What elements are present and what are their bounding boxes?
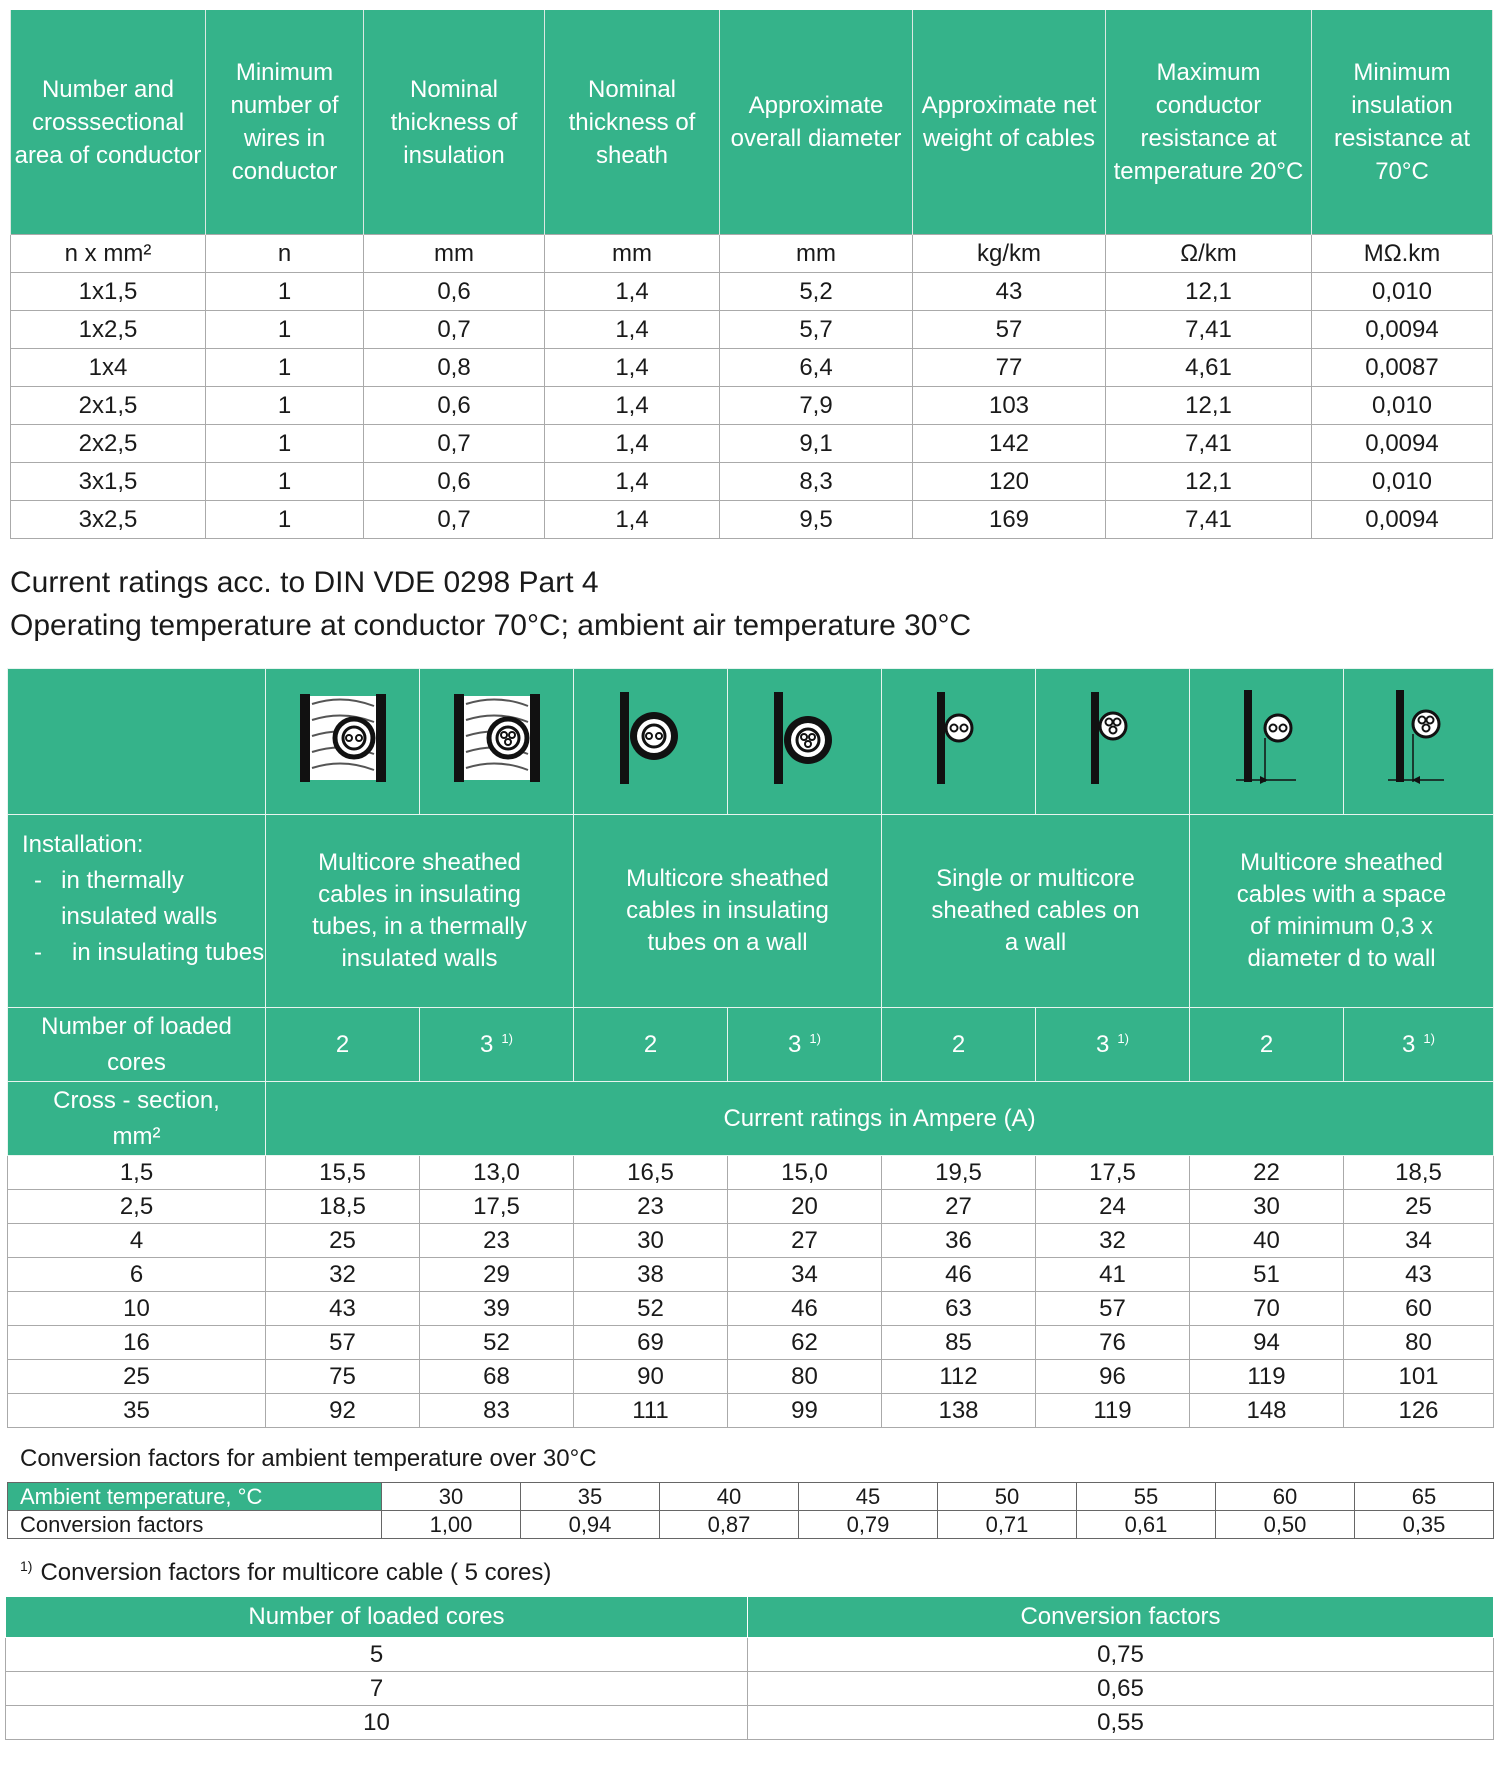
table-row bbox=[11, 273, 1493, 311]
current-rating-cell: 30 bbox=[1190, 1190, 1344, 1224]
current-rating-cell: 41 bbox=[1036, 1258, 1190, 1292]
icon-cell bbox=[1190, 669, 1344, 815]
table-cell: 5,7 bbox=[720, 311, 913, 349]
current-rating-cell: 80 bbox=[728, 1360, 882, 1394]
current-rating-cell: 32 bbox=[266, 1258, 420, 1292]
current-rating-cell: 69 bbox=[574, 1326, 728, 1360]
table-cell: 2x1,5 bbox=[11, 387, 206, 425]
table-cell: 1x2,5 bbox=[11, 311, 206, 349]
current-ratings-label: Current ratings in Ampere (A) bbox=[266, 1082, 1494, 1156]
tube-on-wall-two-core-icon bbox=[616, 688, 686, 788]
current-rating-cell: 51 bbox=[1190, 1258, 1344, 1292]
temperature-cell: 45 bbox=[799, 1483, 938, 1511]
table-cell: 6,4 bbox=[720, 349, 913, 387]
current-rating-cell: 96 bbox=[1036, 1360, 1190, 1394]
table-cell: 169 bbox=[913, 501, 1106, 539]
spec-header: Nominal thickness of insulation bbox=[364, 10, 545, 235]
table-cell: 0,0094 bbox=[1312, 425, 1493, 463]
installation-description-row bbox=[8, 815, 1494, 1008]
unit-cell: mm bbox=[545, 235, 720, 273]
cross-section-cell: 10 bbox=[8, 1292, 266, 1326]
loaded-cores-cell bbox=[728, 1008, 882, 1082]
loaded-cores-cell bbox=[420, 1008, 574, 1082]
current-rating-rows bbox=[8, 1156, 1494, 1428]
table-cell: 0,7 bbox=[364, 501, 545, 539]
current-rating-cell: 119 bbox=[1190, 1360, 1344, 1394]
footnote-mark: 1) bbox=[1117, 1030, 1129, 1046]
icon-cell bbox=[574, 669, 728, 815]
loaded-cores-value: 2 bbox=[335, 1030, 350, 1058]
empty-corner-cell bbox=[8, 669, 266, 815]
current-rating-cell: 34 bbox=[728, 1258, 882, 1292]
current-rating-cell: 38 bbox=[574, 1258, 728, 1292]
current-rating-cell: 36 bbox=[882, 1224, 1036, 1258]
footnote-mark: 1) bbox=[20, 1558, 33, 1574]
current-rating-cell: 148 bbox=[1190, 1394, 1344, 1428]
conversion-factor-row bbox=[8, 1511, 1494, 1539]
table-row bbox=[8, 1156, 1494, 1190]
current-rating-cell: 43 bbox=[1344, 1258, 1494, 1292]
loaded-cores-row bbox=[8, 1008, 1494, 1082]
cross-section-cell: 2,5 bbox=[8, 1190, 266, 1224]
icon-cell bbox=[266, 669, 420, 815]
group-description: Multicore sheathed cables with a space of minimum 0,3 x diameter d to wall bbox=[1190, 815, 1494, 1008]
unit-cell: kg/km bbox=[913, 235, 1106, 273]
loaded-cores-cell bbox=[266, 1008, 420, 1082]
table-cell: 9,1 bbox=[720, 425, 913, 463]
spec-units-row bbox=[11, 235, 1493, 273]
conversion-factor-label: Conversion factors bbox=[8, 1511, 382, 1539]
insulated-wall-two-core-icon bbox=[298, 690, 388, 786]
cross-section-cell: 6 bbox=[8, 1258, 266, 1292]
loaded-cores-value: 3 bbox=[1096, 1030, 1110, 1058]
cable-spaced-from-wall-two-core-icon bbox=[1232, 686, 1302, 790]
current-rating-cell: 27 bbox=[882, 1190, 1036, 1224]
installation-item-text: in insulating tubes bbox=[72, 939, 265, 966]
current-rating-cell: 94 bbox=[1190, 1326, 1344, 1360]
current-rating-cell: 23 bbox=[574, 1190, 728, 1224]
table-cell: 1 bbox=[206, 501, 364, 539]
table-cell: 1,4 bbox=[545, 501, 720, 539]
current-rating-cell: 92 bbox=[266, 1394, 420, 1428]
unit-cell: n x mm² bbox=[11, 235, 206, 273]
table-cell: 0,7 bbox=[364, 425, 545, 463]
current-rating-cell: 76 bbox=[1036, 1326, 1190, 1360]
current-rating-cell: 57 bbox=[266, 1326, 420, 1360]
table-cell: 1 bbox=[206, 463, 364, 501]
unit-cell: n bbox=[206, 235, 364, 273]
multicore-conversion-title-text: Conversion factors for multicore cable ( 5 cores) bbox=[40, 1559, 552, 1586]
loaded-cores-cell: 7 bbox=[6, 1672, 748, 1706]
loaded-cores-cell bbox=[882, 1008, 1036, 1082]
icon-cell bbox=[728, 669, 882, 815]
cross-section-header-row bbox=[8, 1082, 1494, 1156]
icon-cell bbox=[1036, 669, 1190, 815]
spec-header: Nominal thickness of sheath bbox=[545, 10, 720, 235]
table-cell: 0,0094 bbox=[1312, 501, 1493, 539]
table-cell: 1 bbox=[206, 425, 364, 463]
current-rating-cell: 30 bbox=[574, 1224, 728, 1258]
footnote-mark: 1) bbox=[501, 1030, 513, 1046]
installation-label-cell bbox=[8, 815, 266, 1008]
temperature-cell: 40 bbox=[660, 1483, 799, 1511]
current-rating-cell: 99 bbox=[728, 1394, 882, 1428]
current-rating-cell: 119 bbox=[1036, 1394, 1190, 1428]
table-cell: 0,0094 bbox=[1312, 311, 1493, 349]
table-cell: 1 bbox=[206, 387, 364, 425]
table-row bbox=[11, 387, 1493, 425]
current-rating-cell: 34 bbox=[1344, 1224, 1494, 1258]
table-cell: 1,4 bbox=[545, 311, 720, 349]
factor-cell: 0,61 bbox=[1077, 1511, 1216, 1539]
current-rating-cell: 112 bbox=[882, 1360, 1036, 1394]
table-cell: 1x1,5 bbox=[11, 273, 206, 311]
factor-cell: 0,87 bbox=[660, 1511, 799, 1539]
current-rating-cell: 25 bbox=[1344, 1190, 1494, 1224]
spec-header: Approximate net weight of cables bbox=[913, 10, 1106, 235]
table-row bbox=[11, 463, 1493, 501]
current-rating-cell: 23 bbox=[420, 1224, 574, 1258]
multicore-conversion-header-row bbox=[6, 1597, 1494, 1638]
table-cell: 7,9 bbox=[720, 387, 913, 425]
table-cell: 2x2,5 bbox=[11, 425, 206, 463]
table-cell: 0,8 bbox=[364, 349, 545, 387]
table-cell: 43 bbox=[913, 273, 1106, 311]
table-cell: 0,6 bbox=[364, 387, 545, 425]
factor-cell: 0,50 bbox=[1216, 1511, 1355, 1539]
factor-cell: 0,79 bbox=[799, 1511, 938, 1539]
table-row bbox=[6, 1672, 1494, 1706]
current-rating-cell: 43 bbox=[266, 1292, 420, 1326]
temperature-conversion-table bbox=[7, 1482, 1494, 1539]
current-rating-cell: 19,5 bbox=[882, 1156, 1036, 1190]
multicore-header: Conversion factors bbox=[748, 1597, 1494, 1638]
loaded-cores-value: 2 bbox=[643, 1030, 658, 1058]
temperature-cell: 65 bbox=[1355, 1483, 1494, 1511]
multicore-conversion-table bbox=[5, 1596, 1494, 1740]
loaded-cores-cell bbox=[1190, 1008, 1344, 1082]
current-rating-cell: 29 bbox=[420, 1258, 574, 1292]
insulated-wall-three-core-icon bbox=[452, 690, 542, 786]
loaded-cores-value: 3 bbox=[788, 1030, 802, 1058]
table-row bbox=[8, 1394, 1494, 1428]
current-rating-cell: 13,0 bbox=[420, 1156, 574, 1190]
current-rating-cell: 90 bbox=[574, 1360, 728, 1394]
current-rating-cell: 126 bbox=[1344, 1394, 1494, 1428]
loaded-cores-value: 3 bbox=[1402, 1030, 1416, 1058]
loaded-cores-cell bbox=[1344, 1008, 1494, 1082]
installation-icons-row bbox=[8, 669, 1494, 815]
table-cell: 1,4 bbox=[545, 425, 720, 463]
loaded-cores-cell: 10 bbox=[6, 1706, 748, 1740]
factor-cell: 0,75 bbox=[748, 1638, 1494, 1672]
table-cell: 142 bbox=[913, 425, 1106, 463]
installation-item bbox=[22, 863, 265, 935]
table-cell: 1 bbox=[206, 273, 364, 311]
unit-cell: mm bbox=[720, 235, 913, 273]
table-cell: 9,5 bbox=[720, 501, 913, 539]
loaded-cores-cell bbox=[574, 1008, 728, 1082]
table-cell: 77 bbox=[913, 349, 1106, 387]
table-cell: 5,2 bbox=[720, 273, 913, 311]
current-rating-cell: 39 bbox=[420, 1292, 574, 1326]
table-cell: 3x2,5 bbox=[11, 501, 206, 539]
table-cell: 0,0087 bbox=[1312, 349, 1493, 387]
table-cell: 103 bbox=[913, 387, 1106, 425]
cable-on-wall-two-core-icon bbox=[929, 688, 989, 788]
current-rating-cell: 46 bbox=[882, 1258, 1036, 1292]
table-cell: 12,1 bbox=[1106, 463, 1312, 501]
table-row bbox=[11, 425, 1493, 463]
table-row bbox=[6, 1706, 1494, 1740]
table-cell: 1x4 bbox=[11, 349, 206, 387]
temperature-cell: 30 bbox=[382, 1483, 521, 1511]
current-rating-cell: 70 bbox=[1190, 1292, 1344, 1326]
table-cell: 7,41 bbox=[1106, 501, 1312, 539]
ambient-temperature-row bbox=[8, 1483, 1494, 1511]
current-rating-cell: 57 bbox=[1036, 1292, 1190, 1326]
factor-cell: 0,65 bbox=[748, 1672, 1494, 1706]
current-rating-cell: 24 bbox=[1036, 1190, 1190, 1224]
table-row bbox=[8, 1326, 1494, 1360]
table-cell: 3x1,5 bbox=[11, 463, 206, 501]
table-cell: 4,61 bbox=[1106, 349, 1312, 387]
current-rating-cell: 17,5 bbox=[1036, 1156, 1190, 1190]
table-cell: 8,3 bbox=[720, 463, 913, 501]
current-rating-cell: 52 bbox=[420, 1326, 574, 1360]
group-description: Multicore sheathed cables in insulating tubes on a wall bbox=[574, 815, 882, 1008]
current-rating-cell: 22 bbox=[1190, 1156, 1344, 1190]
table-row bbox=[8, 1292, 1494, 1326]
table-cell: 1 bbox=[206, 311, 364, 349]
operating-temperature-heading: Operating temperature at conductor 70°C; ambient air temperature 30°C bbox=[10, 609, 972, 642]
current-rating-cell: 60 bbox=[1344, 1292, 1494, 1326]
current-rating-cell: 85 bbox=[882, 1326, 1036, 1360]
table-cell: 1,4 bbox=[545, 349, 720, 387]
current-rating-cell: 138 bbox=[882, 1394, 1036, 1428]
table-cell: 120 bbox=[913, 463, 1106, 501]
current-rating-cell: 27 bbox=[728, 1224, 882, 1258]
table-cell: 57 bbox=[913, 311, 1106, 349]
ambient-temperature-label: Ambient temperature, °C bbox=[8, 1483, 382, 1511]
table-cell: 1,4 bbox=[545, 463, 720, 501]
loaded-cores-value: 2 bbox=[951, 1030, 966, 1058]
cross-section-cell: 4 bbox=[8, 1224, 266, 1258]
temperature-cell: 60 bbox=[1216, 1483, 1355, 1511]
current-rating-cell: 18,5 bbox=[1344, 1156, 1494, 1190]
unit-cell: MΩ.km bbox=[1312, 235, 1493, 273]
table-row bbox=[11, 349, 1493, 387]
current-rating-cell: 16,5 bbox=[574, 1156, 728, 1190]
cross-section-cell: 1,5 bbox=[8, 1156, 266, 1190]
table-cell: 7,41 bbox=[1106, 425, 1312, 463]
installation-item bbox=[22, 935, 265, 971]
table-cell: 1,4 bbox=[545, 273, 720, 311]
factor-cell: 0,71 bbox=[938, 1511, 1077, 1539]
spec-header: Approximate overall diameter bbox=[720, 10, 913, 235]
table-cell: 7,41 bbox=[1106, 311, 1312, 349]
table-cell: 1 bbox=[206, 349, 364, 387]
table-row bbox=[11, 501, 1493, 539]
cable-specification-table bbox=[10, 10, 1493, 539]
multicore-conversion-rows bbox=[6, 1638, 1494, 1740]
current-rating-cell: 17,5 bbox=[420, 1190, 574, 1224]
dash-bullet: - bbox=[34, 939, 42, 966]
current-rating-cell: 83 bbox=[420, 1394, 574, 1428]
table-row bbox=[11, 311, 1493, 349]
conversion-temperature-title: Conversion factors for ambient temperature over 30°C bbox=[20, 1445, 597, 1472]
factor-cell: 0,94 bbox=[521, 1511, 660, 1539]
current-ratings-heading: Current ratings acc. to DIN VDE 0298 Part 4 bbox=[10, 566, 599, 599]
multicore-header: Number of loaded cores bbox=[6, 1597, 748, 1638]
multicore-conversion-title bbox=[20, 1558, 551, 1587]
icon-cell bbox=[420, 669, 574, 815]
loaded-cores-cell: 5 bbox=[6, 1638, 748, 1672]
temperature-cell: 35 bbox=[521, 1483, 660, 1511]
current-rating-cell: 32 bbox=[1036, 1224, 1190, 1258]
table-cell: 12,1 bbox=[1106, 273, 1312, 311]
temperature-cell: 50 bbox=[938, 1483, 1077, 1511]
spec-header-row bbox=[11, 10, 1493, 235]
cable-spaced-from-wall-three-core-icon bbox=[1384, 686, 1454, 790]
table-cell: 0,6 bbox=[364, 463, 545, 501]
current-rating-cell: 75 bbox=[266, 1360, 420, 1394]
current-rating-cell: 25 bbox=[266, 1224, 420, 1258]
footnote-mark: 1) bbox=[809, 1030, 821, 1046]
loaded-cores-value: 2 bbox=[1259, 1030, 1274, 1058]
spec-rows bbox=[11, 273, 1493, 539]
factor-cell: 1,00 bbox=[382, 1511, 521, 1539]
factor-cell: 0,35 bbox=[1355, 1511, 1494, 1539]
loaded-cores-cell bbox=[1036, 1008, 1190, 1082]
cross-section-cell: 25 bbox=[8, 1360, 266, 1394]
current-rating-cell: 68 bbox=[420, 1360, 574, 1394]
current-rating-cell: 62 bbox=[728, 1326, 882, 1360]
icon-cell bbox=[1344, 669, 1494, 815]
current-rating-cell: 46 bbox=[728, 1292, 882, 1326]
group-description: Multicore sheathed cables in insulating tubes, in a thermally insulated walls bbox=[266, 815, 574, 1008]
cross-section-cell: 35 bbox=[8, 1394, 266, 1428]
loaded-cores-value: 3 bbox=[480, 1030, 494, 1058]
spec-header: Minimum number of wires in conductor bbox=[206, 10, 364, 235]
loaded-cores-label: Number of loaded cores bbox=[8, 1008, 266, 1082]
factor-cell: 0,55 bbox=[748, 1706, 1494, 1740]
icon-cell bbox=[882, 669, 1036, 815]
current-rating-cell: 80 bbox=[1344, 1326, 1494, 1360]
current-rating-cell: 101 bbox=[1344, 1360, 1494, 1394]
table-row bbox=[8, 1360, 1494, 1394]
installation-title: Installation: bbox=[22, 831, 144, 858]
cable-on-wall-three-core-icon bbox=[1083, 688, 1143, 788]
temperature-cell: 55 bbox=[1077, 1483, 1216, 1511]
table-cell: 12,1 bbox=[1106, 387, 1312, 425]
group-description: Single or multicore sheathed cables on a wall bbox=[882, 815, 1190, 1008]
cross-section-label: Cross - section, mm² bbox=[8, 1082, 266, 1156]
unit-cell: Ω/km bbox=[1106, 235, 1312, 273]
spec-header: Maximum conductor resistance at temperature 20°C bbox=[1106, 10, 1312, 235]
current-rating-cell: 111 bbox=[574, 1394, 728, 1428]
current-rating-cell: 40 bbox=[1190, 1224, 1344, 1258]
table-cell: 0,010 bbox=[1312, 273, 1493, 311]
current-ratings-table bbox=[7, 668, 1494, 1428]
footnote-mark: 1) bbox=[1423, 1030, 1435, 1046]
table-row bbox=[8, 1224, 1494, 1258]
current-rating-cell: 63 bbox=[882, 1292, 1036, 1326]
current-rating-cell: 15,0 bbox=[728, 1156, 882, 1190]
dash-bullet: - bbox=[34, 867, 42, 894]
table-cell: 0,7 bbox=[364, 311, 545, 349]
current-rating-cell: 15,5 bbox=[266, 1156, 420, 1190]
table-row bbox=[6, 1638, 1494, 1672]
current-rating-cell: 52 bbox=[574, 1292, 728, 1326]
cross-section-cell: 16 bbox=[8, 1326, 266, 1360]
tube-on-wall-three-core-icon bbox=[770, 688, 840, 788]
table-cell: 0,6 bbox=[364, 273, 545, 311]
installation-item-text: in thermally insulated walls bbox=[61, 867, 218, 930]
spec-header: Minimum insulation resistance at 70°C bbox=[1312, 10, 1493, 235]
table-row bbox=[8, 1190, 1494, 1224]
spec-header: Number and crosssectional area of conductor bbox=[11, 10, 206, 235]
table-row bbox=[8, 1258, 1494, 1292]
unit-cell: mm bbox=[364, 235, 545, 273]
table-cell: 0,010 bbox=[1312, 463, 1493, 501]
table-cell: 1,4 bbox=[545, 387, 720, 425]
table-cell: 0,010 bbox=[1312, 387, 1493, 425]
current-rating-cell: 20 bbox=[728, 1190, 882, 1224]
current-rating-cell: 18,5 bbox=[266, 1190, 420, 1224]
